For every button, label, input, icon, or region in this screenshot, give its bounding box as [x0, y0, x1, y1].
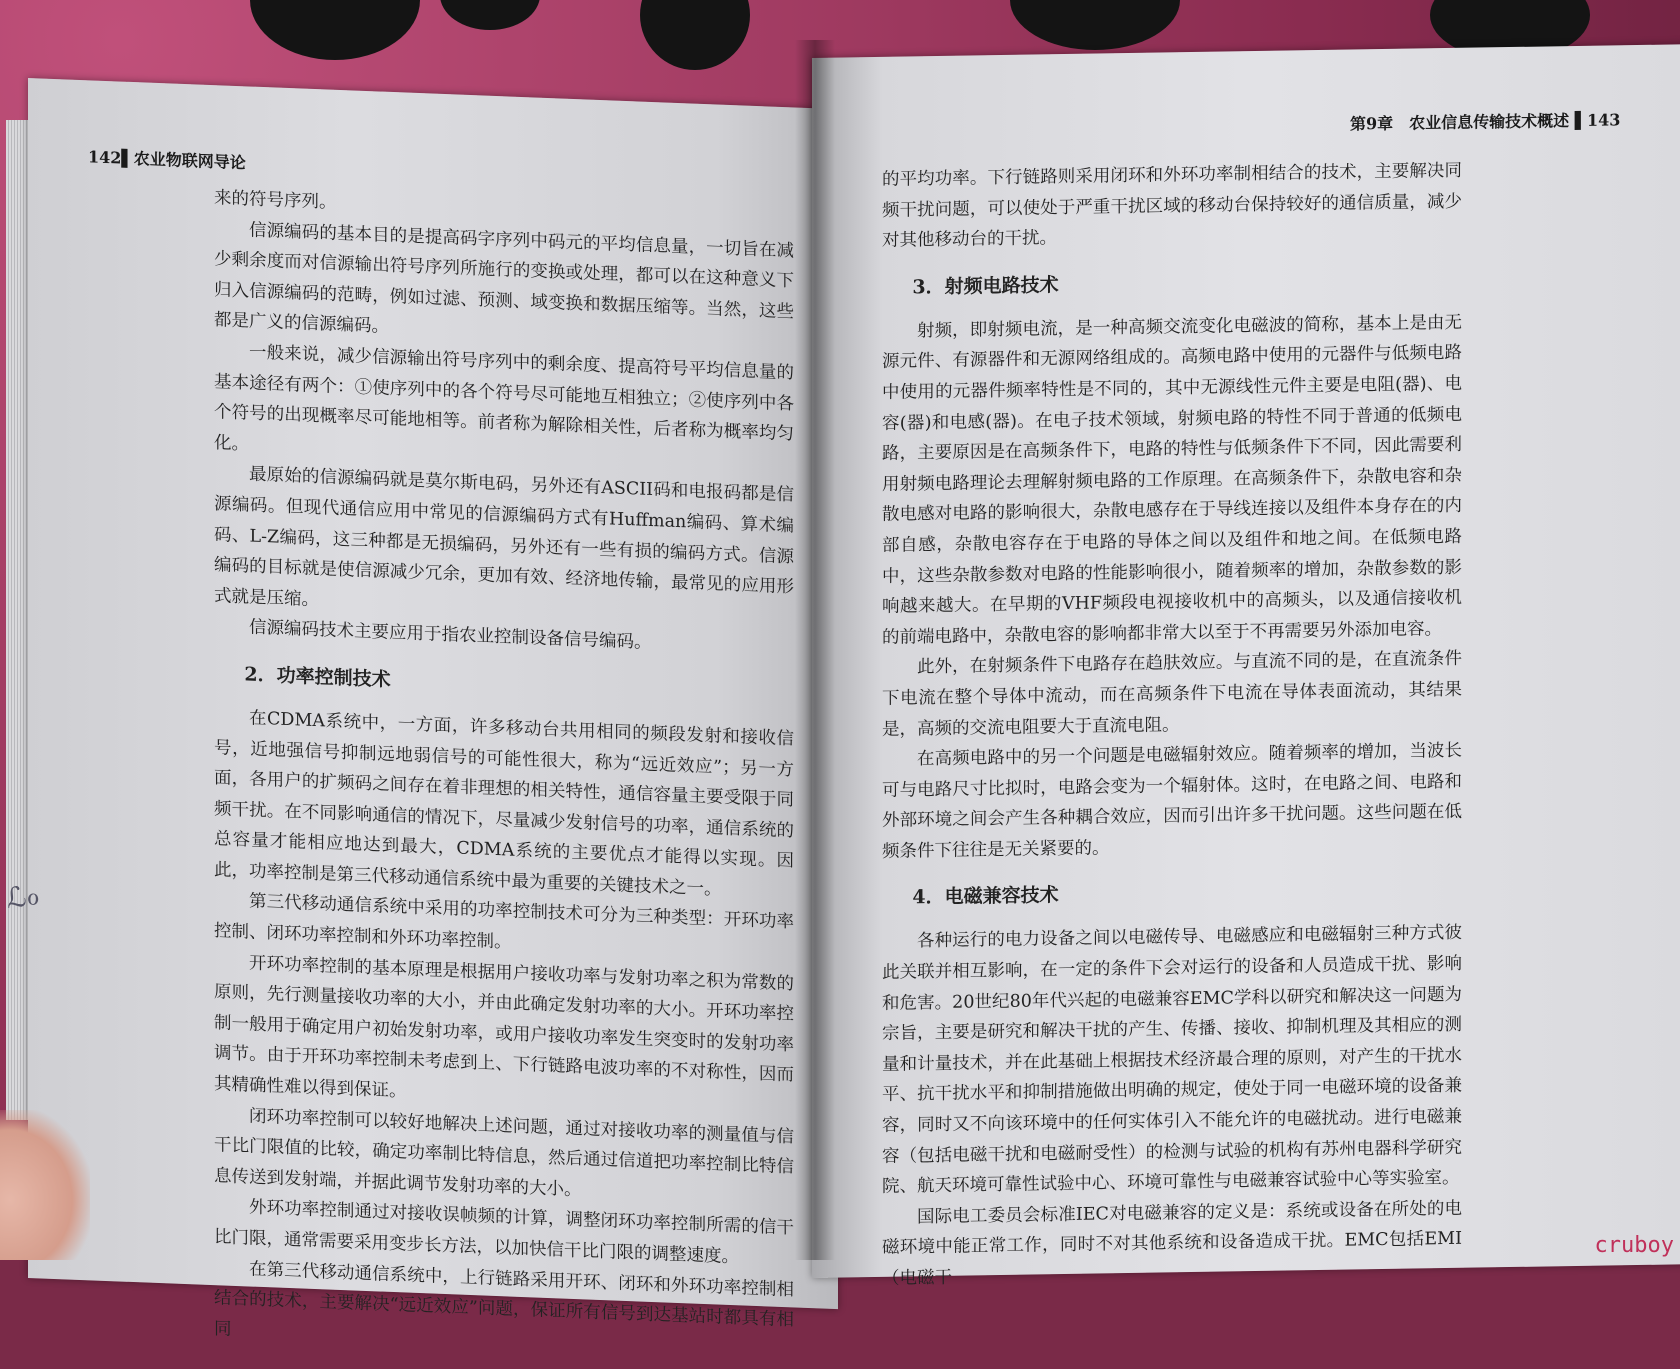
paragraph: 各种运行的电力设备之间以电磁传导、电磁感应和电磁辐射三种方式彼此关联并相互影响，在一定的条件下会对运行的设备和人员造成干扰、影响和危害。20世纪80年代兴起的电磁兼容EMC学科以研究和解决这一问题为宗旨，主要是研究和解决干扰的产生、传播、接收、抑制机理及其相应的测量和计量技术，并在此基础上根据技术经济最合理的原则，对产生的干扰水平、抗干扰水平和抑制措施做出明确的规定，使处于同一电磁环境的设备兼容，同时又不向该环境中的任何实体引入不能允许的电磁扰动。进行电磁兼容（包括电磁干扰和电磁耐受性）的检测与试验的机构有苏州电器科学研究院、航天环境可靠性试验中心、环境可靠性与电磁兼容试验中心等实验室。	[882, 923, 1462, 1198]
paragraph: 此外，在射频条件下电路存在趋肤效应。与直流不同的是，在直流条件下电流在整个导体中流动，而在高频条件下电流在导体表面流动，其结果是，高频的交流电阻要大于直流电阻。	[882, 649, 1462, 740]
right-running-header: 第9章 农业信息传输技术概述 ▌143	[1350, 110, 1621, 134]
fabric-spot	[250, 0, 420, 60]
paragraph: 射频，即射频电流，是一种高频交流变化电磁波的简称，基本上是由无源元件、有源器件和无源网络组成的。高频电路中使用的元器件与低频电路中使用的元器件频率特性是不同的，其中无源线性元件主要是电阻(器)、电容(器)和电感(器)。在电子技术领域，射频电路的特性不同于普通的低频电路，主要原因是在高频条件下，电路的特性与低频条件下不同，因此需要利用射频电路理论去理解射频电路的工作原理。在高频条件下，杂散电容和杂散电感对电路的影响很大，杂散电感存在于导线连接以及组件本身存在的内部自感，杂散电容存在于电路的导体之间以及组件和地之间。在低频电路中，这些杂散参数对电路的性能影响很小，随着频率的增加，杂散参数的影响越来越大。在早期的VHF频段电视接收机中的高频头，以及通信接收机的前端电路中，杂散电容的影响都非常大以至于不再需要另外添加电容。	[882, 312, 1462, 648]
book-gutter	[795, 40, 835, 1260]
fabric-spot	[440, 0, 540, 30]
paragraph: 一般来说，减少信源输出符号序列中的剩余度、提高符号平均信息量的基本途径有两个：①使序列中的各个符号尽可能地互相独立；②使序列中各个符号的出现概率尽可能地相等。前者称为解除相关性，后者称为概率均匀化。	[214, 342, 794, 455]
paragraph: 外环功率控制通过对接收误帧频的计算，调整闭环功率控制所需的信干比门限，通常需要采用变步长方法，以加快信干比门限的调整速度。	[214, 1197, 794, 1268]
paragraph: 第三代移动通信系统中采用的功率控制技术可分为三种类型：开环功率控制、闭环功率控制和外环功率控制。	[214, 891, 794, 953]
pencil-scribble: ℒℴ	[3, 877, 42, 916]
paragraph: 开环功率控制的基本原理是根据用户接收功率与发射功率之积为常数的原则，先行测量接收功率的大小，并由此确定发射功率的大小。开环功率控制一般用于确定用户初始发射功率，或用户接收功率发生突变时的发射功率调节。由于开环功率控制未考虑到上、下行链路电波功率的不对称性，因而其精确性难以得到保证。	[214, 953, 794, 1102]
paragraph: 来的符号序列。	[214, 188, 337, 213]
paragraph: 的平均功率。下行链路则采用闭环和外环功率制相结合的技术，主要解决同频干扰问题，可以使处于严重干扰区域的移动台保持较好的通信质量，减少对其他移动台的干扰。	[882, 160, 1462, 252]
right-page	[812, 44, 1680, 1289]
paragraph: 闭环功率控制可以较好地解决上述问题，通过对接收功率的测量值与信干比门限值的比较，确定功率制比特信息，然后通过信道把功率控制比特信息传送到发射端，并据此调节发射功率的大小。	[214, 1106, 794, 1201]
right-page-body	[882, 156, 1462, 1295]
fabric-spot	[1010, 0, 1180, 50]
finger	[0, 1110, 90, 1260]
paragraph: 信源编码技术主要应用于指农业控制设备信号编码。	[249, 617, 652, 654]
fabric-spot	[640, 0, 750, 70]
section-heading: 3．射频电路技术	[912, 273, 1059, 299]
left-page-body	[214, 183, 794, 1367]
section-heading: 2．功率控制技术	[244, 663, 391, 691]
paragraph: 在高频电路中的另一个问题是电磁辐射效应。随着频率的增加，当波长可与电路尺寸比拟时，电路会变为一个辐射体。这时，在电路之间、电路和外部环境之间会产生各种耦合效应，因而引出许多干扰问题。这些问题在低频条件下往往是无关紧要的。	[882, 740, 1462, 862]
paragraph: 在CDMA系统中，一方面，许多移动台共用相同的频段发射和接收信号，近地强信号抑制远地弱信号的可能性很大，称为“远近效应”；另一方面，各用户的扩频码之间存在着非理想的相关特性，通信容量主要受限于同频干扰。在不同影响通信的情况下，尽量减少发射信号的功率，通信系统的总容量才能相应地达到最大，CDMA系统的主要优点才能得以实现。因此，功率控制是第三代移动通信系统中最为重要的关键技术之一。	[214, 708, 794, 900]
watermark: cruboy	[1594, 1233, 1674, 1258]
paragraph: 信源编码的基本目的是提高码字序列中码元的平均信息量，一切旨在减少剩余度而对信源输出符号序列所施行的变换或处理，都可以在这种意义下归入信源编码的范畴，例如过滤、预测、域变换和数据压缩等。当然，这些都是广义的信源编码。	[214, 220, 794, 338]
left-page	[28, 78, 838, 1340]
paragraph: 在第三代移动通信系统中，上行链路采用开环、闭环和外环功率控制相结合的技术，主要解决“远近效应”问题，保证所有信号到达基站时都具有相同	[214, 1259, 794, 1340]
paragraph: 国际电工委员会标准IEC对电磁兼容的定义是：系统或设备在所处的电磁环境中能正常工作，同时不对其他系统和设备造成干扰。EMC包括EMI（电磁干	[882, 1198, 1462, 1289]
left-running-header: 142▌农业物联网导论	[88, 147, 246, 173]
section-heading: 4．电磁兼容技术	[912, 884, 1059, 909]
paragraph: 最原始的信源编码就是莫尔斯电码，另外还有ASCII码和电报码都是信源编码。但现代通信应用中常见的信源编码方式有Huffman编码、算术编码、L-Z编码，这三种都是无损编码，另外还有一些有损的编码方式。信源编码的目标就是使信源减少冗余，更加有效、经济地传输，最常见的应用形式就是压缩。	[214, 464, 794, 610]
